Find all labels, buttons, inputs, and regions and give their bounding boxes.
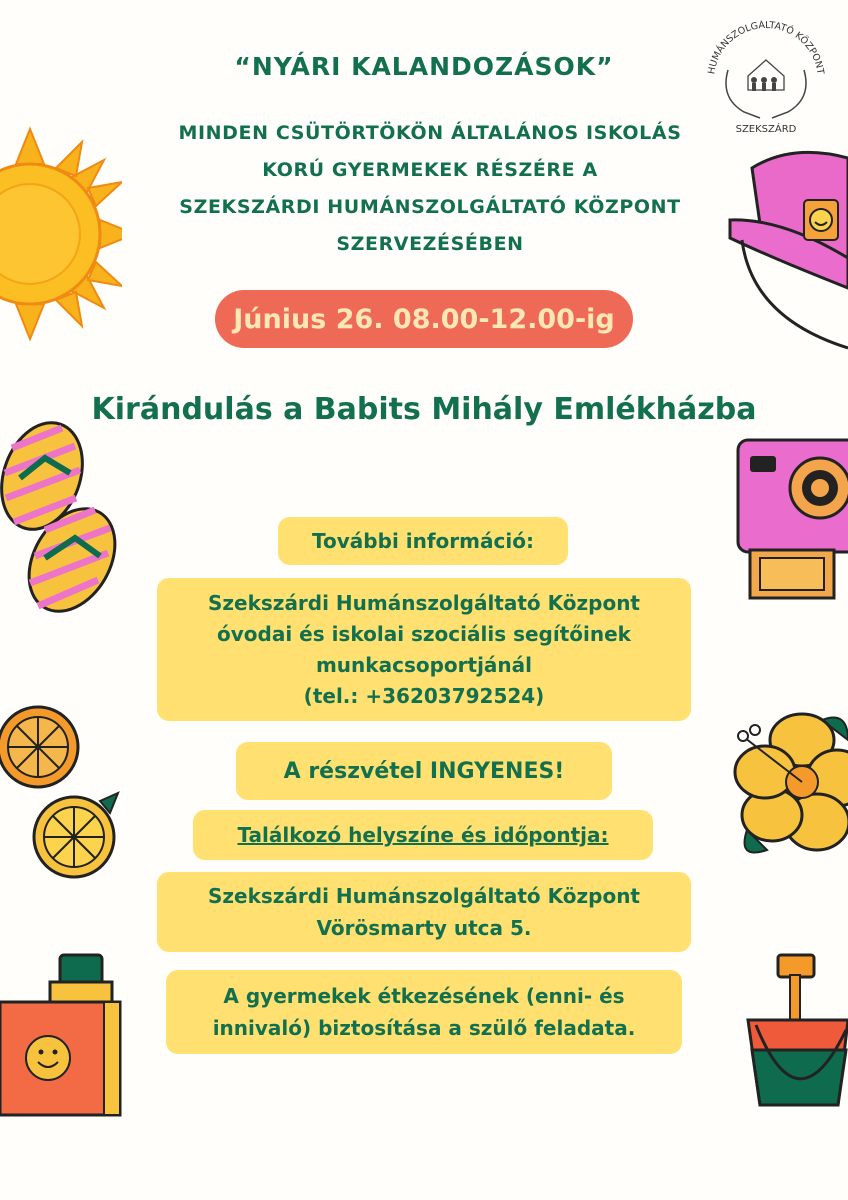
logo-arc-text: HUMÁNSZOLGÁLTATÓ KÖZPONT	[706, 20, 826, 76]
meeting-address: Vörösmarty utca 5.	[316, 916, 532, 940]
bucket-hat-icon	[722, 148, 848, 353]
meeting-line: Szekszárdi Humánszolgáltató Központ	[207, 884, 640, 908]
orange-slices-icon	[0, 705, 125, 883]
event-headline: Kirándulás a Babits Mihály Emlékházba	[91, 392, 757, 427]
sand-bucket-icon	[738, 950, 848, 1115]
instant-camera-icon	[728, 430, 848, 602]
info-phone: (tel.: +36203792524)	[303, 683, 545, 708]
subtitle-line: SZEKSZÁRDI HUMÁNSZOLGÁLTATÓ KÖZPONT	[179, 196, 681, 218]
info-contact	[157, 578, 691, 721]
food-notice	[166, 970, 682, 1054]
logo-bottom-text: SZEKSZÁRD	[735, 124, 797, 135]
subtitle-line: SZERVEZÉSÉBEN	[336, 233, 524, 255]
event-subtitle	[110, 115, 750, 263]
info-heading-text: További információ:	[312, 529, 534, 553]
event-date-badge: Június 26. 08.00-12.00-ig	[215, 290, 633, 348]
event-title: “NYÁRI KALANDOZÁSOK”	[234, 52, 614, 81]
subtitle-line: MINDEN CSÜTÖRTÖKÖN ÁLTALÁNOS ISKOLÁS	[178, 122, 682, 144]
flip-flops-icon	[0, 418, 125, 623]
free-notice	[236, 742, 612, 800]
food-line: A gyermekek étkezésének (enni- és	[223, 984, 625, 1008]
hibiscus-flower-icon	[727, 700, 848, 865]
meeting-heading	[193, 810, 653, 860]
info-line: munkacsoportjánál	[315, 652, 533, 677]
sun-icon	[0, 122, 122, 347]
subtitle-line: KORÚ GYERMEKEK RÉSZÉRE A	[262, 159, 598, 181]
info-heading	[278, 517, 568, 565]
info-line: Szekszárdi Humánszolgáltató Központ	[207, 590, 640, 615]
food-line: innivaló) biztosítása a szülő feladata.	[212, 1016, 636, 1040]
info-line: óvodai és iskolai szociális segítőinek	[217, 621, 631, 646]
meeting-location	[157, 872, 691, 952]
meeting-heading-text: Találkozó helyszíne és időpontja:	[237, 823, 609, 847]
free-notice-text: A részvétel INGYENES!	[283, 758, 565, 784]
sunscreen-icon	[0, 950, 125, 1125]
